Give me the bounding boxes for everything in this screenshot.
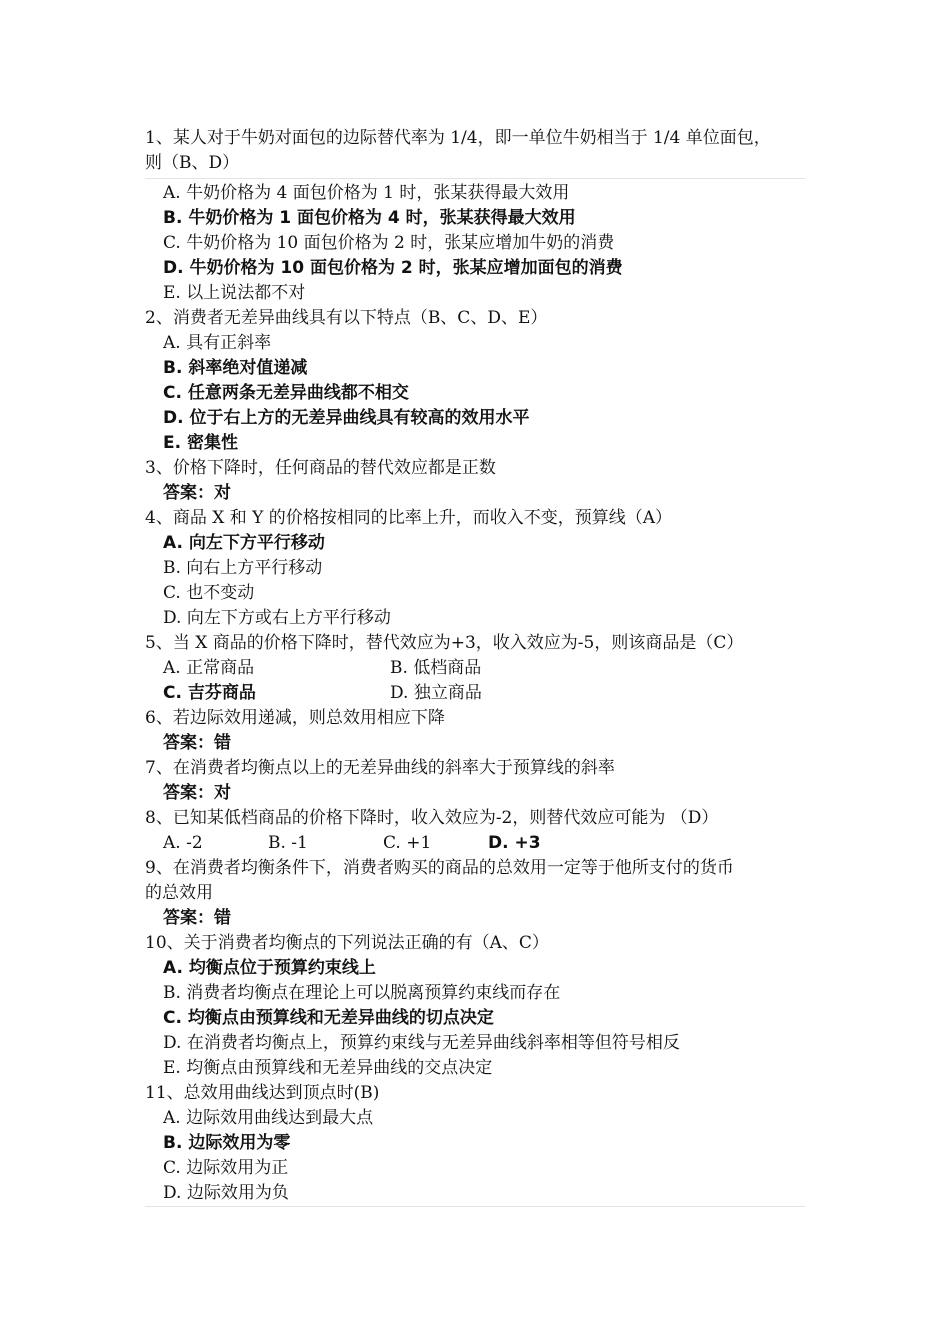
q2-stem: 2、消费者无差异曲线具有以下特点（B、C、D、E） [145,308,548,328]
q11-stem: 11、总效用曲线达到顶点时(B) [145,1083,380,1103]
q3-answer: 答案：对 [163,483,231,503]
q9-stem: 9、在消费者均衡条件下，消费者购买的商品的总效用一定等于他所支付的货币 [145,858,734,878]
q6-stem: 6、若边际效用递减，则总效用相应下降 [145,708,445,728]
q1-stem: 1、某人对于牛奶对面包的边际替代率为 1/4，即一单位牛奶相当于 1/4 单位面包， [145,128,771,148]
q11-option-c: C. 边际效用为正 [163,1158,289,1178]
q2-option-e-correct: E. 密集性 [163,433,238,453]
divider [145,1206,805,1207]
q10-option-a-correct: A. 均衡点位于预算约束线上 [163,958,376,978]
q10-option-c-correct: C. 均衡点由预算线和无差异曲线的切点决定 [163,1008,494,1028]
q10-option-d: D. 在消费者均衡点上，预算约束线与无差异曲线斜率相等但符号相反 [163,1033,680,1053]
q4-stem: 4、商品 X 和 Y 的价格按相同的比率上升，而收入不变，预算线（A） [145,508,673,528]
q5-option-b: B. 低档商品 [390,658,482,678]
q9-stem-cont: 的总效用 [145,883,213,903]
q8-option-c: C. +1 [383,833,432,853]
q9-answer: 答案：错 [163,908,231,928]
q5-option-a: A. 正常商品 [163,658,255,678]
q10-stem: 10、关于消费者均衡点的下列说法正确的有（A、C） [145,933,549,953]
q5-option-c-correct: C. 吉芬商品 [163,683,256,703]
q11-option-b-correct: B. 边际效用为零 [163,1133,291,1153]
q2-option-a: A. 具有正斜率 [163,333,272,353]
q7-stem: 7、在消费者均衡点以上的无差异曲线的斜率大于预算线的斜率 [145,758,615,778]
q1-stem-cont: 则（B、D） [145,153,240,173]
q8-option-b: B. -1 [268,833,308,853]
q4-option-b: B. 向右上方平行移动 [163,558,323,578]
q7-answer: 答案：对 [163,783,231,803]
q1-option-c: C. 牛奶价格为 10 面包价格为 2 时，张某应增加牛奶的消费 [163,233,615,253]
q4-option-c: C. 也不变动 [163,583,255,603]
q6-answer: 答案：错 [163,733,231,753]
q10-option-b: B. 消费者均衡点在理论上可以脱离预算约束线而存在 [163,983,561,1003]
q1-option-a: A. 牛奶价格为 4 面包价格为 1 时，张某获得最大效用 [163,183,570,203]
q11-option-a: A. 边际效用曲线达到最大点 [163,1108,374,1128]
q2-option-c-correct: C. 任意两条无差异曲线都不相交 [163,383,409,403]
q8-option-a: A. -2 [163,833,203,853]
q2-option-b-correct: B. 斜率绝对值递减 [163,358,308,378]
q1-option-b-correct: B. 牛奶价格为 1 面包价格为 4 时，张某获得最大效用 [163,208,576,228]
q4-option-d: D. 向左下方或右上方平行移动 [163,608,391,628]
q5-option-d: D. 独立商品 [390,683,482,703]
q8-stem: 8、已知某低档商品的价格下降时，收入效应为-2，则替代效应可能为 （D） [145,808,719,828]
divider [145,178,805,179]
q8-option-d-correct: D. +3 [488,833,541,853]
q2-option-d-correct: D. 位于右上方的无差异曲线具有较高的效用水平 [163,408,530,428]
q1-option-d-correct: D. 牛奶价格为 10 面包价格为 2 时，张某应增加面包的消费 [163,258,623,278]
q4-option-a-correct: A. 向左下方平行移动 [163,533,325,553]
q10-option-e: E. 均衡点由预算线和无差异曲线的交点决定 [163,1058,493,1078]
q11-option-d: D. 边际效用为负 [163,1183,289,1203]
q5-stem: 5、当 X 商品的价格下降时，替代效应为+3，收入效应为-5，则该商品是（C） [145,633,744,653]
q1-option-e: E. 以上说法都不对 [163,283,306,303]
q3-stem: 3、价格下降时，任何商品的替代效应都是正数 [145,458,496,478]
